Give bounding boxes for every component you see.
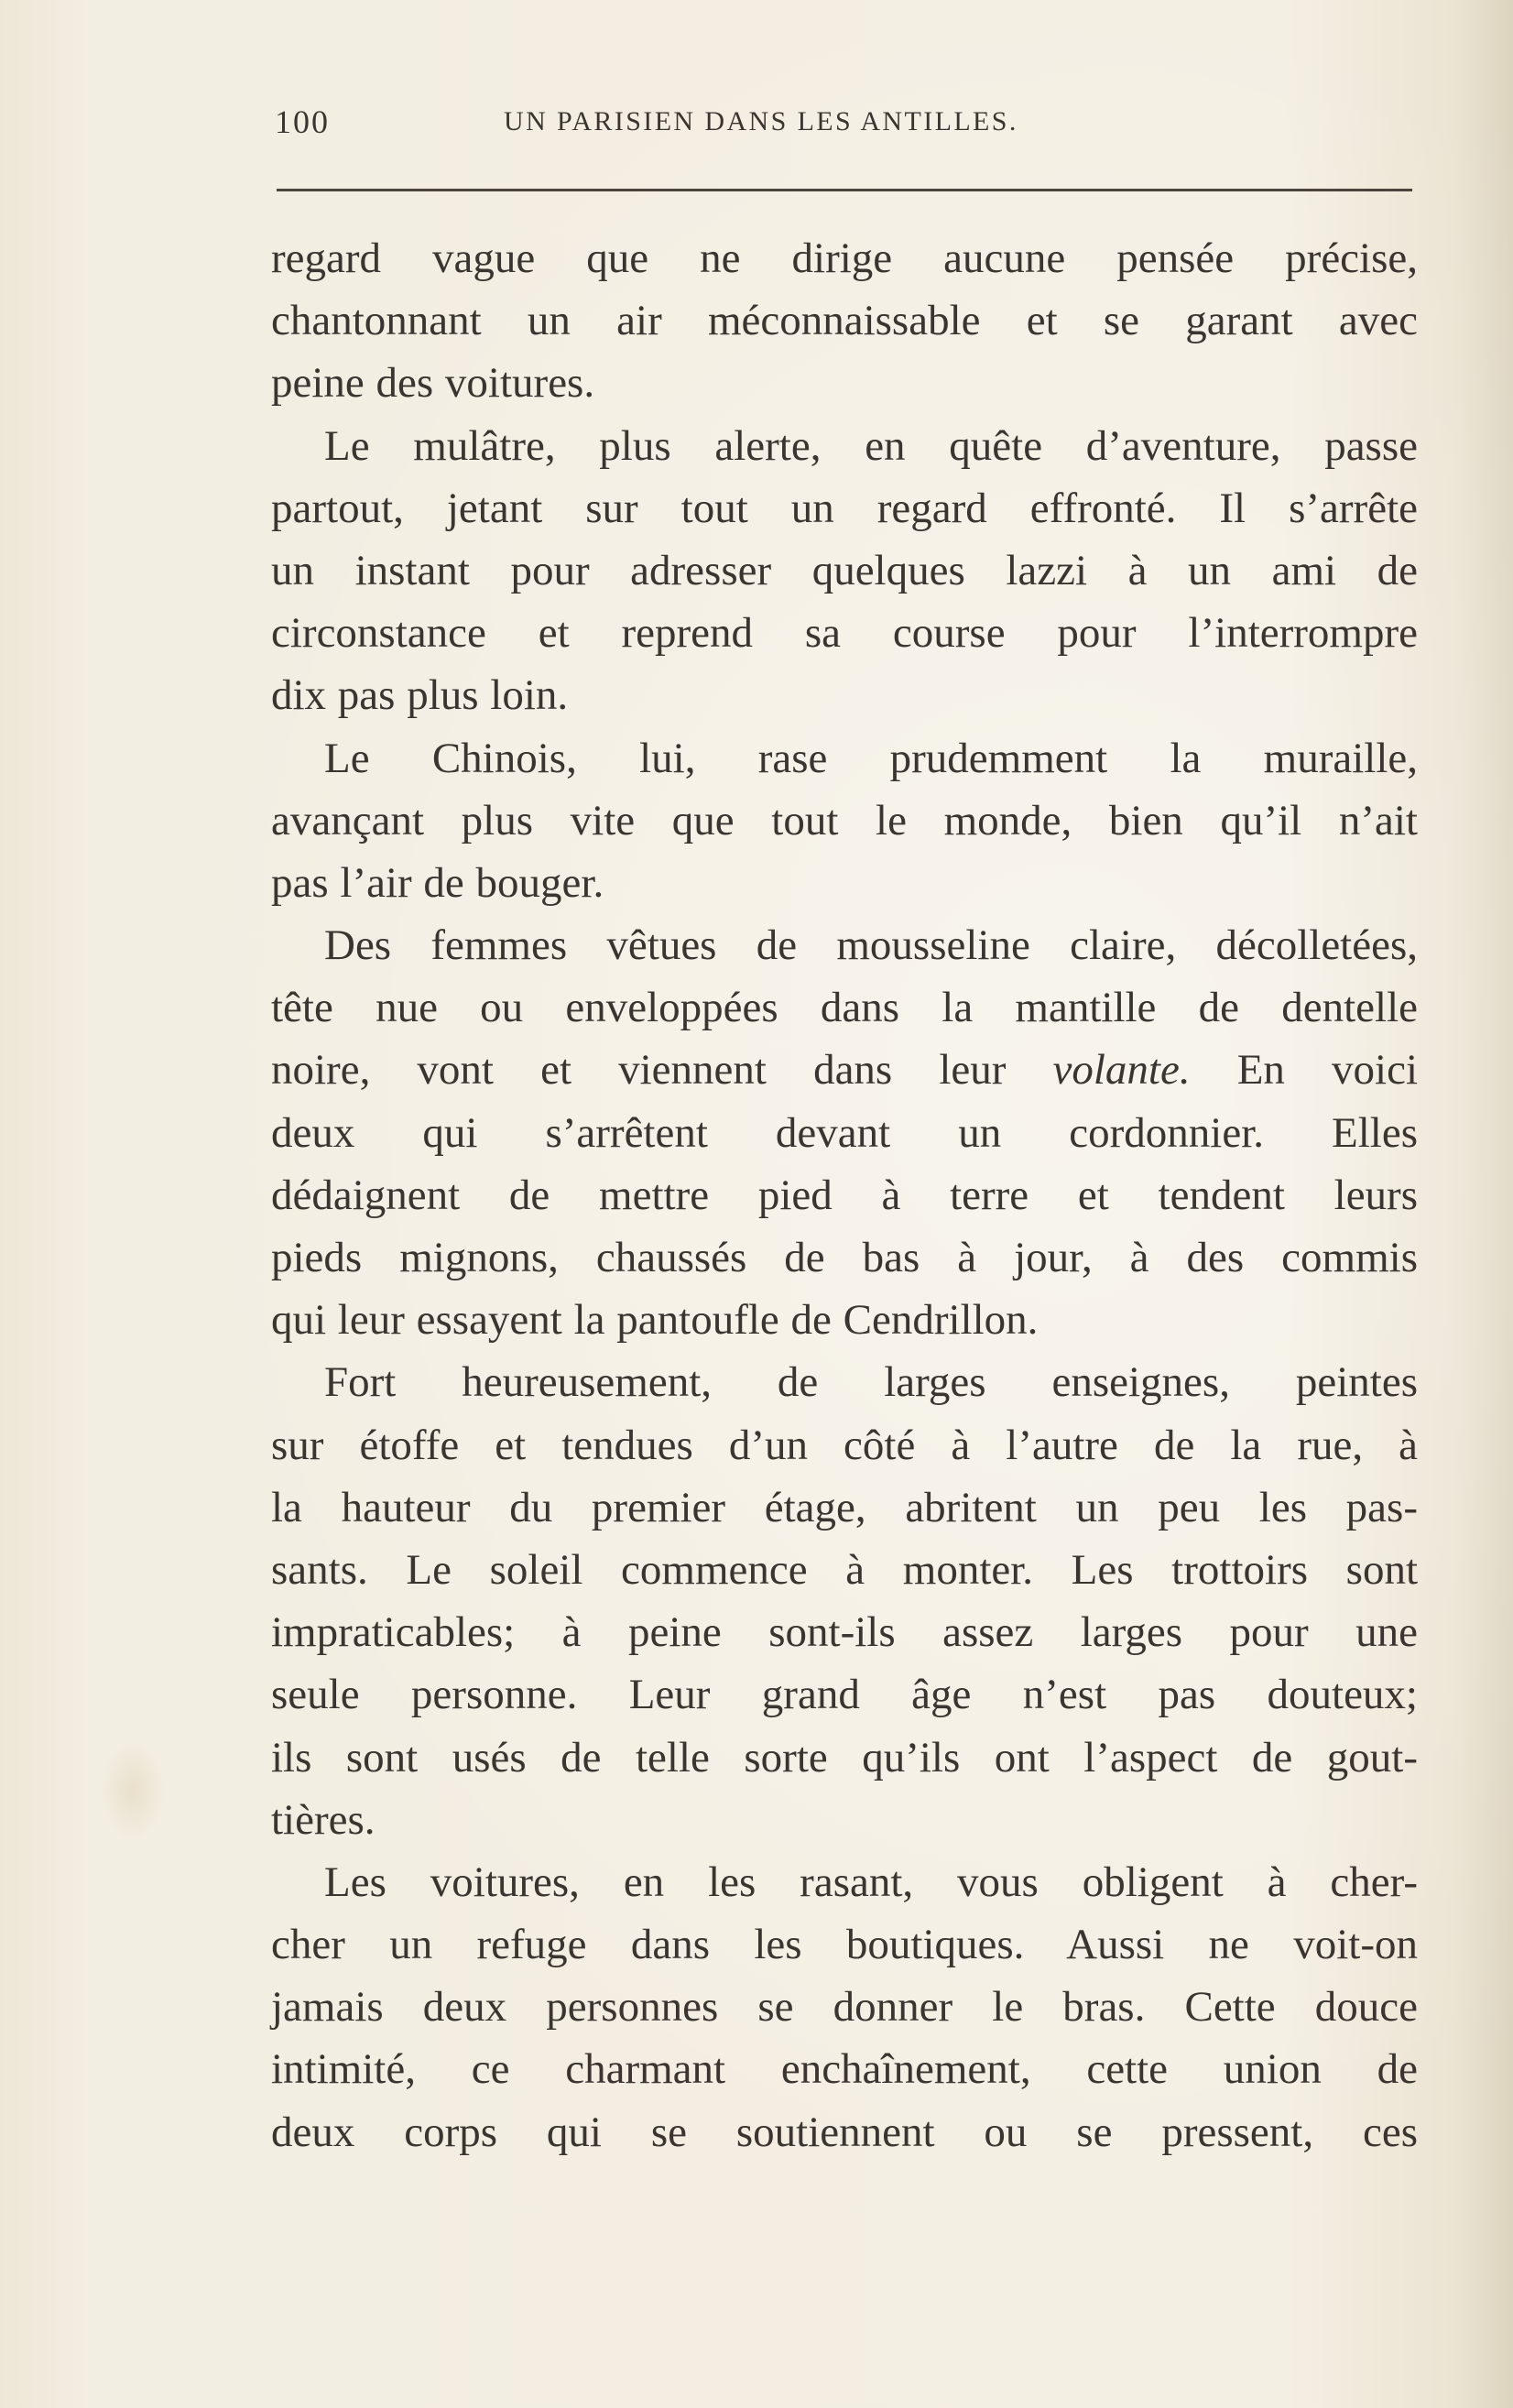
text-line: sants. Le soleil commence à monter. Les trottoirs sont	[271, 1545, 1418, 1594]
text-line: intimité, ce charmant enchaînement, cette union de	[271, 2045, 1418, 2094]
text-line: tières.	[271, 1795, 376, 1844]
text-line: pieds mignons, chaussés de bas à jour, à des commis	[271, 1234, 1418, 1281]
text-line: avançant plus vite que tout le monde, bien qu’il n’ait	[271, 796, 1418, 844]
text-line: Fort heureusement, de larges enseignes, peintes	[324, 1358, 1418, 1407]
text-line: jamais deux personnes se donner le bras. Cette douce	[271, 1983, 1418, 2032]
text-line: dix pas plus loin.	[271, 671, 569, 720]
italic-word: volante.	[1052, 1046, 1191, 1095]
text-line: Des femmes vêtues de mousseline claire, décolletées,	[324, 921, 1418, 970]
text-line: dédaignent de mettre pied à terre et tendent leurs	[271, 1171, 1418, 1219]
text-line: partout, jetant sur tout un regard effronté. Il s’arrête	[271, 484, 1418, 532]
text-line: circonstance et reprend sa course pour l’interrompre	[271, 609, 1418, 658]
text-line: seule personne. Leur grand âge n’est pas douteux;	[271, 1671, 1418, 1719]
text-line: qui leur essayent la pantoufle de Cendrillon.	[271, 1296, 1039, 1345]
text-line: tête nue ou enveloppées dans la mantille de dentelle	[271, 984, 1418, 1032]
running-title: UN PARISIEN DANS LES ANTILLES.	[504, 106, 1018, 136]
text-line: peine des voitures.	[271, 359, 595, 408]
body-text	[271, 227, 1418, 2163]
text-segment: En voici	[1190, 1046, 1419, 1095]
text-line: deux corps qui se soutiennent ou se pressent, ces	[271, 2108, 1418, 2156]
text-line: regard vague que ne dirige aucune pensée précise,	[271, 234, 1418, 282]
text-line: chantonnant un air méconnaissable et se garant avec	[271, 297, 1418, 345]
text-line: ils sont usés de telle sorte qu’ils ont l’aspect de gout-	[271, 1733, 1418, 1781]
text-line: Le Chinois, lui, rase prudemment la muraille,	[324, 734, 1418, 782]
text-line: impraticables; à peine sont-ils assez larges pour une	[271, 1608, 1418, 1657]
text-line: pas l’air de bouger.	[271, 858, 604, 907]
header-rule	[277, 189, 1412, 191]
text-line: cher un refuge dans les boutiques. Aussi ne voit-on	[271, 1921, 1418, 1969]
page-header	[275, 103, 1410, 154]
text-line	[271, 1039, 1418, 1101]
text-line: un instant pour adresser quelques lazzi à un ami de	[271, 546, 1418, 594]
text-line: la hauteur du premier étage, abritent un peu les pas-	[271, 1483, 1418, 1531]
text-line: deux qui s’arrêtent devant un cordonnier. Elles	[271, 1108, 1418, 1157]
text-line: sur étoffe et tendues d’un côté à l’autre de la rue, à	[271, 1421, 1418, 1469]
page-number: 100	[275, 104, 330, 140]
text-line: Le mulâtre, plus alerte, en quête d’aventure, passe	[324, 421, 1418, 470]
text-line: Les voitures, en les rasant, vous obligent à cher-	[324, 1858, 1418, 1906]
text-segment: noire, vont et viennent dans leur	[271, 1046, 1053, 1095]
